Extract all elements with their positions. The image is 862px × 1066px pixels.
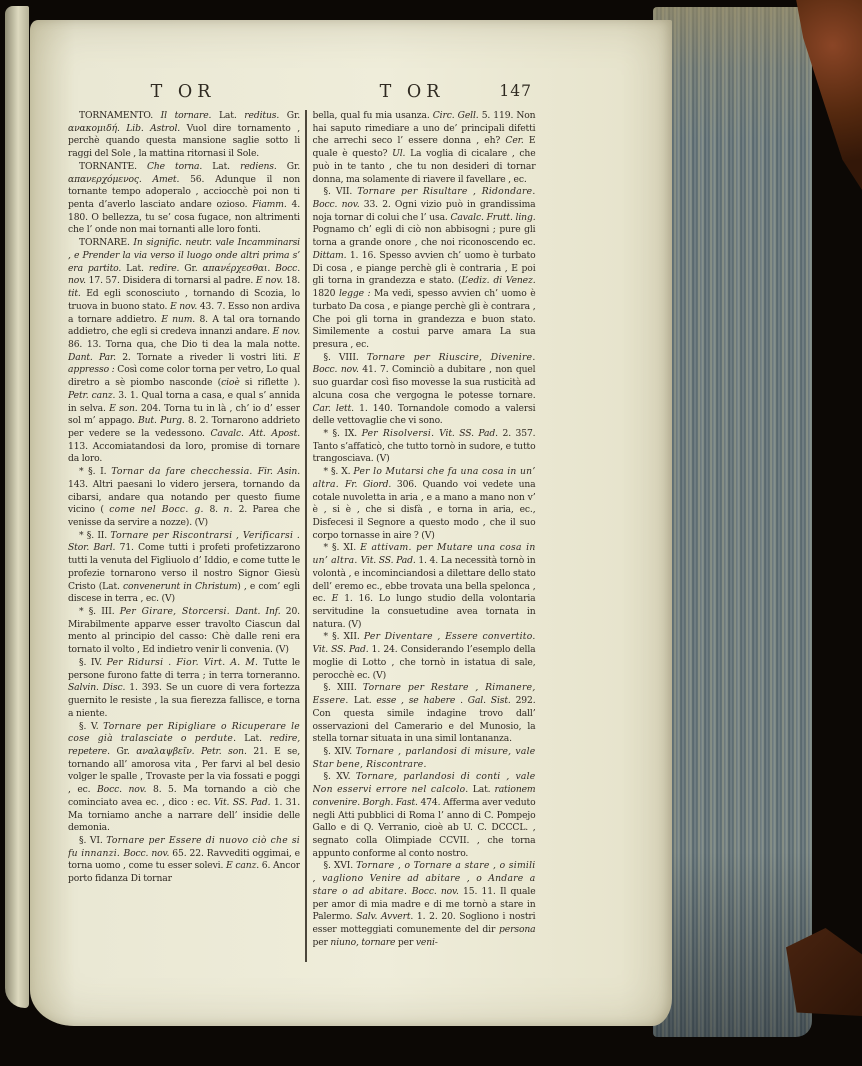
running-title-right: T OR: [379, 82, 445, 102]
book-fore-edge-pages: [653, 7, 812, 1037]
paragraph: §. XIII. Tornare per Restare , Rimanere, Essere. Lat. esse , se habere . Gal. Sist. 292. Con questa simile indagine trovo dall’ osservazioni del Camerario e del Munosio, la stella tornar situata in una simil lontananza.: [312, 682, 536, 745]
paragraph: §. VII. Tornare per Risultare , Ridondare. Bocc. nov. 33. 2. Ogni vizio può in grandissima noja tornar di colui che l’ usa. Cavalc. Frutt. ling. Pognamo ch’ egli di ciò non abbisogni ; pure gli torna a grande onore , che noi riconoscendo ec. Dittam. 1. 16. Spesso avvien ch’ uomo è turbato Di cosa , e piange perchè gli è contraria , E poi gli torna in grandezza e stato. (L’ediz. di Venez. 1820 legge : Ma vedi, spesso avvien ch’ uomo è turbato Da cosa , e piange perchè gli è contrara , Che poi gli torna in grandezza e buon stato. Similemente a costui parve amara La sua presura , ec.: [312, 186, 536, 350]
text-block: [68, 110, 536, 968]
paragraph: TORNAMENTO. Il tornare. Lat. reditus. Gr. ανακομιδή. Lib. Astrol. Vuol dire tornamento , perchè quando questa mansione saglie sotto li raggi del Sole , la mattina ritornasi il Sole.: [68, 110, 300, 160]
paragraph: §. V. Tornare per Ripigliare o Ricuperare le cose già tralasciate o perdute. Lat. redire, repetere. Gr. αναλαψβεῖν. Petr. son. 21. E se, tornando all’ amorosa vita , Per farvi al bel desio volger le spalle , Trovaste per la via fossati e poggi , ec. Bocc. nov. 8. 5. Ma tornando a ciò che cominciato avea ec. , dico : ec. Vit. SS. Pad. 1. 31. Ma torniamo anche a narrare dell’ insidie delle demonia.: [68, 720, 300, 834]
paragraph: bella, qual fu mia usanza. Circ. Gell. 5. 119. Non hai saputo rimediare a uno de’ principali difetti che arrechi seco l’ essere donna , eh? Cer. E quale è questo? Ul. La voglia di cicalare , che può in te tanto , che tu non desideri di tornar donna, ma solamente di riavere il favellare , ec.: [312, 110, 536, 185]
paragraph: TORNANTE. Che torna. Lat. rediens. Gr. απανερχόμενος. Amet. 56. Adunque il non tornante tempo adoperalo , acciocchè poi non ti penta d’averlo lasciato andare ozioso. Fiamm. 4. 180. O bellezza, tu se’ cosa fugace, non altrimenti che l’ onde non mai tornanti alle loro fonti.: [68, 160, 300, 236]
paragraph: §. XV. Tornare, parlandosi di conti , vale Non esservi errore nel calcolo. Lat. rationem convenire. Borgh. Fast. 474. Afferma aver veduto negli Atti pubblici di Roma l’ anno di C. Pompejo Gallo e di Q. Verranio, cioè ab U. C. DCCCL. , segnato colla Olimpiade CCVII. , che torna appunto conforme al conto nostro.: [312, 771, 536, 859]
paragraph: * §. XI. E attivam. per Mutare una cosa in un’ altra. Vit. SS. Pad. 1. 4. La necessità tornò in volontà , e incominciandosi a dilettare dello stato dell’ eremo ec., ebbe trovata una bella spelonca , ec. E 1. 16. Lo lungo studio della volontaria servitudine la consuetudine avea tornata in natura. (V): [312, 542, 536, 630]
running-header: [30, 82, 672, 110]
paragraph: * §. IX. Per Risolversi. Vit. SS. Pad. 2. 357. Tanto s’affaticò, che tutto tornò in sudore, e tutto trangosciava. (V): [312, 427, 536, 465]
text-column-right: [313, 110, 536, 968]
column-divider-rule: [305, 110, 307, 962]
paragraph: §. VI. Tornare per Essere di nuovo ciò che si fu innanzi. Bocc. nov. 65. 22. Ravvediti oggimai, e torna uomo , come tu esser solevi. E canz. 6. Ancor porto fidanza Di tornar: [68, 834, 300, 885]
paragraph: §. XVI. Tornare , o Tornare a stare , o simili , vagliono Venire ad abitare , o Andare a stare o ad abitare. Bocc. nov. 15. 11. Il quale per amor di mia madre e di me tornò a stare in Palermo. Salv. Avvert. 1. 2. 20. Sogliono i nostri esser motteggiati comunemente del dir persona per niuno, tornare per veni-: [312, 860, 536, 948]
paragraph: * §. III. Per Girare, Storcersi. Dant. Inf. 20. Mirabilmente apparve esser travolto Ciascun dal mento al principio del casso: Chè dalle reni era tornato il volto , Ed indietro venir li convenia. (V): [68, 606, 300, 656]
paragraph: §. IV. Per Ridursi . Fior. Virt. A. M. Tutte le persone furono fatte di terra ; in terra torneranno. Salvin. Disc. 1. 393. Se un cuore di vera fortezza guernito le resiste , la sua fierezza fallisce, e torna a niente.: [68, 656, 300, 719]
paragraph: * §. I. Tornar da fare checchessia. Fir. Asin. 143. Altri paesani lo videro jersera, tornando da cibarsi, andare qua notando per questo fiume vicino ( come nel Bocc. g. 8. n. 2. Parea che venisse da servire a nozze). (V): [68, 466, 300, 528]
paragraph: * §. II. Tornare per Riscontrarsi , Verificarsi . Stor. Barl. 71. Come tutti i profeti profetizzarono tutti la venuta del Figliuolo d’ Iddio, e come tutte le profezie tornarono verso il nostro Signor Giesù Cristo (Lat. convenerunt in Christum) , e com’ egli discese in terra , ec. (V): [68, 529, 300, 605]
book-page: [30, 20, 672, 1026]
running-title-left: T OR: [150, 82, 216, 102]
paragraph: * §. X. Per lo Mutarsi che fa una cosa in un’ altra. Fr. Giord. 306. Quando voi vedete una cotale nuvoletta in aria , e a mano a mano non v’ è , si è , che si disfà , e torna in aria, ec., Disfecesi il Segnore a questo modo , che il suo corpo tornasse in aire ? (V): [312, 466, 536, 541]
paragraph: §. VIII. Tornare per Riuscire, Divenire. Bocc. nov. 41. 7. Cominciò a dubitare , non quel suo guardar così fiso movesse la sua rusticità ad alcuna cosa che vergogna le potesse tornare. Car. lett. 1. 140. Tornandole comodo a valersi delle vettovaglie che vi sono.: [312, 351, 536, 427]
underlying-page-edge: [5, 6, 29, 1008]
paragraph: * §. XII. Per Diventare , Essere convertito. Vit. SS. Pad. 1. 24. Considerando l’esemplo della moglie di Lotto , che tornò in istatua di sale, perocchè ec. (V): [312, 631, 536, 681]
paragraph: TORNARE. In signific. neutr. vale Incamminarsi , e Prender la via verso il luogo onde altri prima s’ era partito. Lat. redire. Gr. απανέρχεσθαι. Bocc. nov. 17. 57. Disidera di tornarsi al padre. E nov. 18. tit. Ed egli sconosciuto , tornando di Scozia, lo truova in buono stato. E nov. 43. 7. Esso non ardiva a tornare addietro. E num. 8. A tal ora tornando addietro, che egli si credeva innanzi andare. E nov. 86. 13. Torna qua, che Dio ti dea la mala notte. Dant. Par. 2. Tornate a riveder li vostri liti. E appresso : Così come color torna per vetro, Lo qual diretro a sè piombo nasconde (cioè si riflette ). Petr. canz. 3. 1. Qual torna a casa, e qual s’ annida in selva. E son. 204. Torna tu in là , ch’ io d’ esser sol m’ appago. But. Purg. 8. 2. Tornarono addrieto per vedere se la vedessono. Cavalc. Att. Apost. 113. Accomiatandosi da loro, promise di tornare da loro.: [68, 237, 300, 465]
page-number: 147: [499, 82, 532, 100]
text-column-left: [68, 110, 300, 968]
paragraph: §. XIV. Tornare , parlandosi di misure, vale Star bene, Riscontrare.: [312, 745, 536, 770]
